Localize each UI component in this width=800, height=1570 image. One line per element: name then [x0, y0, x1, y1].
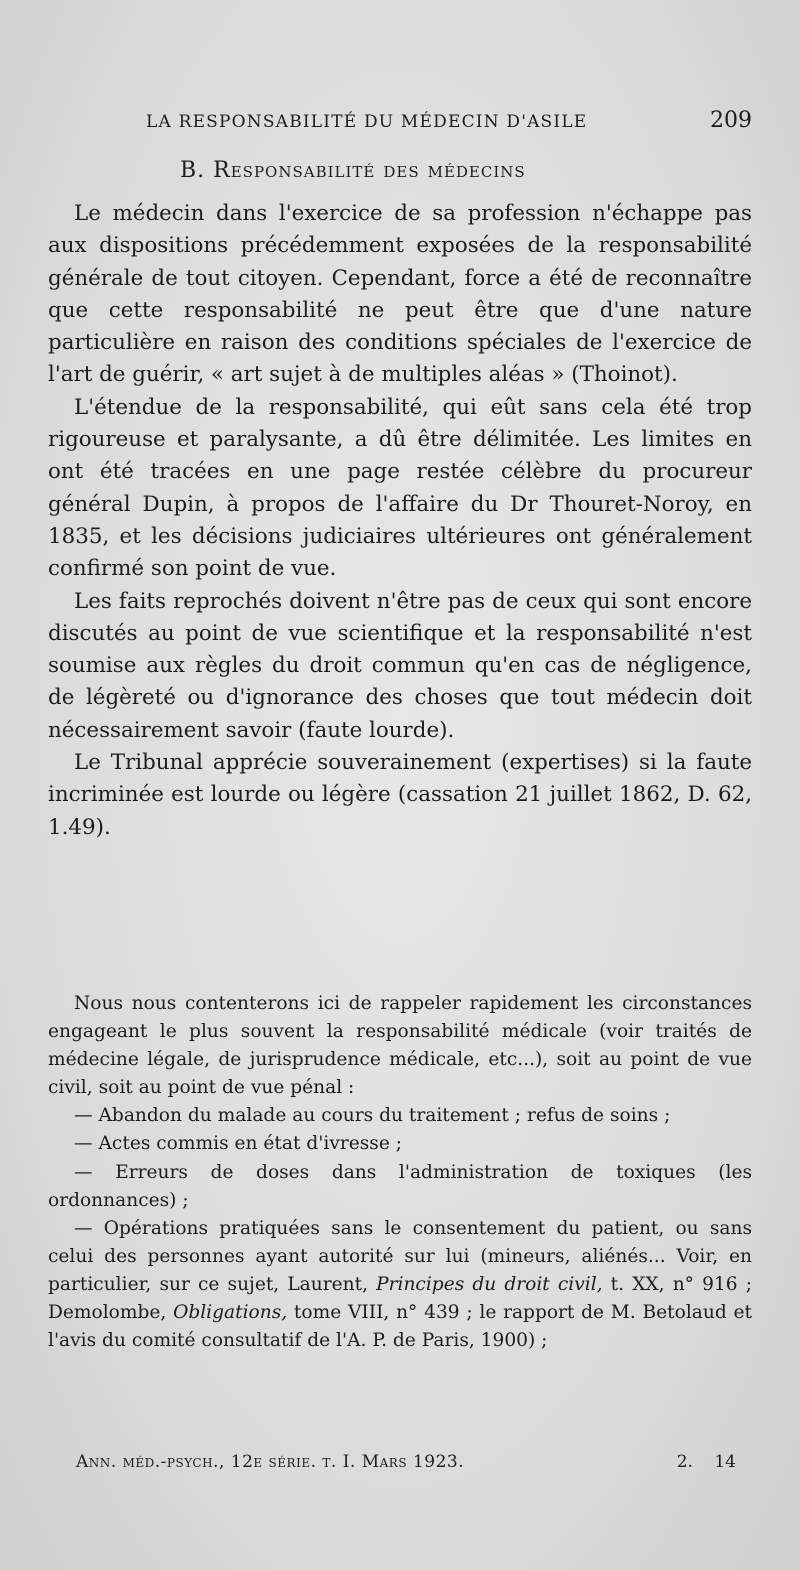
page-header	[48, 108, 752, 133]
list-item-text: t. XX, n° 916 ; Demolombe,	[48, 1273, 752, 1324]
main-text	[48, 198, 752, 844]
paragraph: L'étendue de la responsabilité, qui eût sans cela été trop rigoureuse et paralysante, a dû être délimitée. Les limites en ont été tracées en une page restée célèbre du procureur général Dupin, à propos de l'affaire du Dr Thouret-Noroy, en 1835, et les décisions judiciaires ultérieures ont généralement confirmé son point de vue.	[48, 394, 752, 582]
paragraph: Le médecin dans l'exercice de sa profession n'échappe pas aux dispositions précédemment exposées de la responsabilité générale de tout citoyen. Cependant, force a été de reconnaître que cette responsabilité ne peut être que d'une nature particulière en raison des conditions spéciales de l'exercice de l'art de guérir, « art sujet à de multiples aléas » (Thoinot).	[48, 201, 752, 388]
paragraph: Les faits reprochés doivent n'être pas de ceux qui sont encore discutés au point de vue scientifique et la responsabilité n'est soumise aux règles du droit commun qu'en cas de négligence, de légèreté ou d'ignorance des choses que tout médecin doit nécessairement savoir (faute lourde).	[48, 588, 752, 743]
footer-citation: Ann. méd.-psych., 12e série. t. I. Mars 1923.	[76, 1452, 465, 1472]
book-title: Obligations,	[173, 1302, 288, 1324]
list-item	[48, 1215, 752, 1355]
page-number: 209	[710, 108, 752, 133]
paragraph: Le Tribunal apprécie souverainement (expertises) si la faute incriminée est lourde ou légère (cassation 21 juillet 1862, D. 62, 1.49).	[48, 750, 752, 840]
notes-section	[48, 990, 752, 1355]
page-footer	[76, 1452, 736, 1472]
list-item: — Abandon du malade au cours du traitement ; refus de soins ;	[74, 1105, 671, 1127]
section-heading: B. Responsabilité des médecins	[180, 158, 526, 183]
list-item-text: tome VIII, n° 439 ; le rapport de M. Betolaud et l'avis du comité consultatif de l'A. P. de Paris, 1900) ;	[48, 1302, 752, 1352]
list-item: — Erreurs de doses dans l'administration de toxiques (les ordonnances) ;	[48, 1161, 752, 1211]
notes-intro: Nous nous contenterons ici de rappeler rapidement les circonstances engageant le plus souvent la responsabilité médicale (voir traités de médecine légale, de jurisprudence médicale, etc...), soit au point de vue civil, soit au point de vue pénal :	[48, 993, 752, 1099]
book-title: Principes du droit civil,	[376, 1273, 603, 1295]
signature-mark: 2. 14	[676, 1452, 736, 1472]
list-item: — Actes commis en état d'ivresse ;	[74, 1133, 402, 1155]
running-title: LA RESPONSABILITÉ DU MÉDECIN D'ASILE	[146, 112, 588, 132]
list-item-text: — Opérations pratiquées sans le consentement du patient, ou sans celui des personnes ayant autorité sur lui (mineurs, aliénés... Voir, en particulier, sur ce sujet, Laurent,	[48, 1217, 752, 1295]
